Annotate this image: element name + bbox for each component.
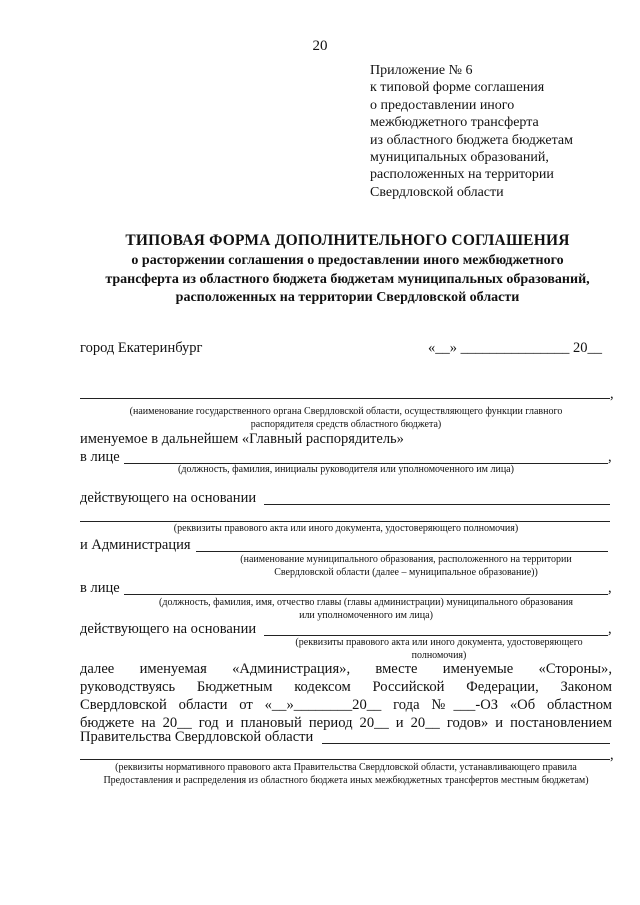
appendix-line: Приложение № 6: [370, 63, 473, 78]
appendix-block: [370, 62, 573, 201]
appendix-line: расположенных на территории: [370, 167, 554, 183]
acting-basis-line-3: [264, 635, 608, 636]
caption-line: (наименование муниципального образования, расположенного на территории: [240, 554, 572, 565]
head-representative-line: [124, 594, 608, 595]
appendix-line: межбюджетного трансферта: [370, 115, 539, 131]
acting-basis-line-2: [80, 521, 610, 522]
paragraph-line: бюджете на 20__ год и плановый период 20__ и 20__ годов» и постановлением: [80, 715, 612, 731]
page-number: 20: [312, 38, 328, 54]
acting-basis-line: [264, 504, 610, 505]
government-act-line-2: [80, 759, 610, 760]
caption-line: (должность, фамилия, имя, отчество главы (главы администрации) муниципального образования: [159, 597, 573, 608]
caption-line: распорядителя средств областного бюджета): [250, 418, 442, 430]
comma-2: ,: [608, 580, 612, 596]
administration-label: и Администрация: [80, 537, 191, 553]
document-title: ТИПОВАЯ ФОРМА ДОПОЛНИТЕЛЬНОГО СОГЛАШЕНИЯ: [125, 232, 570, 249]
caption-line: Свердловской области (далее – муниципальное образование)): [274, 566, 538, 578]
comma-3: ,: [608, 621, 612, 637]
administration-line: [196, 551, 608, 552]
paragraph-line: далее именуемая «Администрация», вместе именуемые «Стороны»,: [80, 661, 612, 677]
subtitle-line: о расторжении соглашения о предоставлении иного межбюджетного: [131, 253, 564, 268]
caption-line: Предоставления и распределения из областного бюджета иных межбюджетных трансфертов местным бюджетам): [103, 774, 589, 786]
org-name-line: [80, 398, 610, 399]
subtitle-line: расположенных на территории Свердловской области: [175, 290, 520, 305]
government-act-line: [322, 743, 610, 744]
in-person-label: в лице: [80, 449, 120, 465]
in-person-label-2: в лице: [80, 580, 120, 596]
caption-line: или уполномоченного им лица): [299, 609, 433, 621]
representative-caption: (должность, фамилия, инициалы руководителя или уполномоченного им лица): [178, 464, 514, 475]
appendix-line: к типовой форме соглашения: [370, 80, 545, 96]
head-representative-caption: [100, 597, 632, 622]
caption-line: полномочия): [411, 649, 467, 661]
org-caption: [80, 406, 612, 431]
paragraph-line: руководствуясь Бюджетным кодексом Российской Федерации, Законом: [80, 679, 612, 695]
document-subtitle: [60, 252, 635, 308]
acting-basis-caption-2: [268, 637, 610, 662]
administration-caption: [200, 554, 612, 579]
acting-basis-label-2: действующего на основании: [80, 621, 257, 637]
caption-line: (реквизиты нормативного правового акта Правительства Свердловской области, устанавливающего правила: [115, 762, 577, 773]
government-act-caption: [80, 762, 612, 787]
appendix-line: Свердловской области: [370, 184, 504, 200]
comma: ,: [608, 449, 612, 465]
acting-basis-label: действующего на основании: [80, 490, 257, 506]
date-field: «__» _______________ 20__: [428, 340, 602, 356]
city-label: город Екатеринбург: [80, 340, 203, 356]
org-comma: ,: [610, 386, 614, 402]
acting-basis-caption: (реквизиты правового акта или иного документа, удостоверяющего полномочия): [173, 523, 519, 534]
appendix-line: о предоставлении иного: [370, 97, 515, 113]
caption-line: (реквизиты правового акта или иного документа, удостоверяющего: [295, 637, 583, 648]
appendix-line: из областного бюджета бюджетам: [370, 132, 573, 148]
appendix-line: муниципальных образований,: [370, 150, 549, 166]
government-label: Правительства Свердловской области: [80, 729, 314, 745]
caption-line: (наименование государственного органа Свердловской области, осуществляющего функции главного: [129, 406, 563, 417]
referred-as-text: именуемое в дальнейшем «Главный распорядитель»: [80, 431, 404, 447]
comma-4: ,: [610, 747, 614, 763]
paragraph-line: Свердловской области от «__»________20__ года №___-ОЗ «Об областном: [80, 697, 612, 713]
subtitle-line: трансферта из областного бюджета бюджетам муниципальных образований,: [105, 271, 590, 287]
